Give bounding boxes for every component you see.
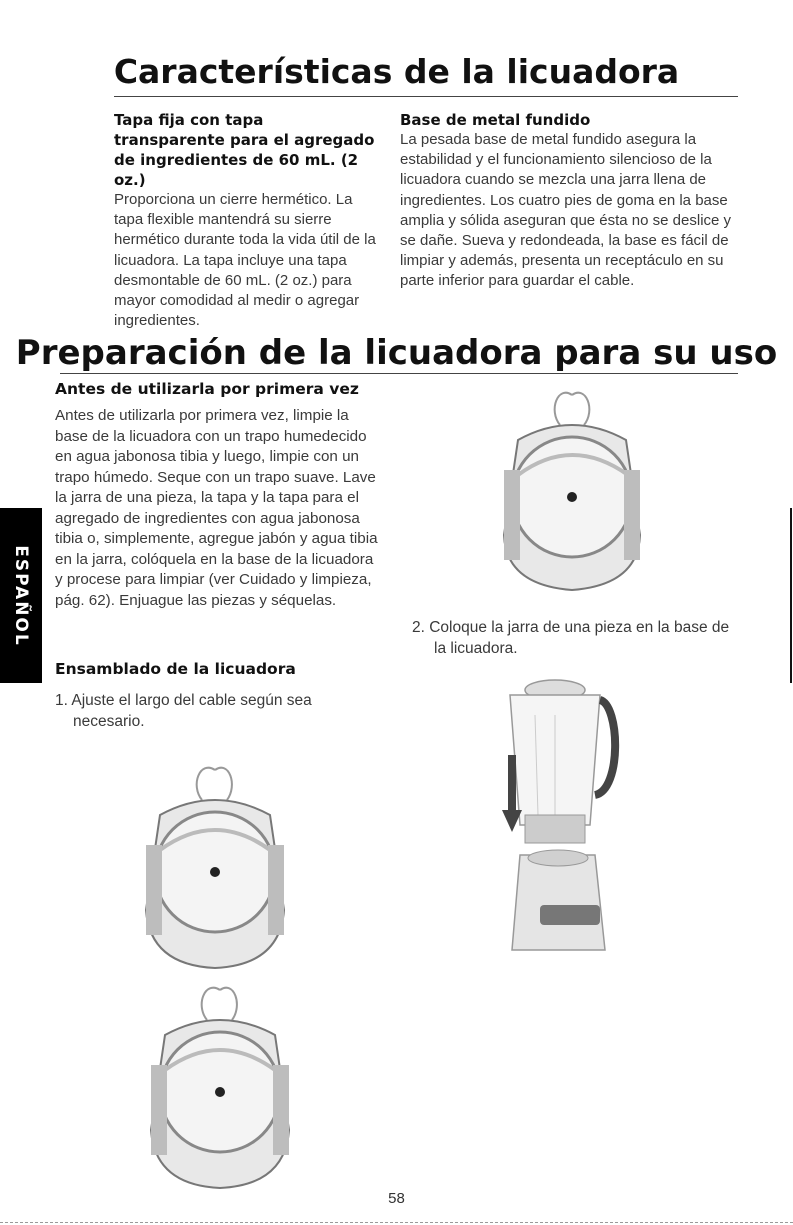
edge-line bbox=[790, 508, 792, 683]
step-1-text: 1. Ajuste el largo del cable según sea necesario. bbox=[55, 692, 312, 730]
blender-base-illustration-middle bbox=[130, 760, 300, 975]
feature-lid bbox=[114, 110, 379, 331]
feature-base-text: La pesada base de metal fundido asegura la estabilidad y el funcionamiento silencioso de la licuadora cuando se mezcla una jarra llena de ingredientes. Los cuatro pies de goma en la base amplia y sólida aseguran que ésta no se deslice y se dañe. Sueva y redondeada, la base es fácil de limpiar y además, presenta un receptáculo en su parte inferior para guardar el cable. bbox=[400, 131, 732, 290]
title-rule bbox=[60, 373, 738, 374]
section-title-features: Características de la licuadora bbox=[113, 52, 680, 91]
blender-base-illustration-top bbox=[488, 385, 656, 600]
feature-base bbox=[400, 110, 740, 292]
assembly-heading: Ensamblado de la licuadora bbox=[55, 660, 296, 678]
page-number: 58 bbox=[388, 1190, 405, 1207]
feature-lid-heading: Tapa fija con tapa transparente para el agregado de ingredientes de 60 mL. (2 oz.) bbox=[114, 111, 375, 189]
title-rule bbox=[114, 96, 738, 97]
language-tab-label: ESPAÑOL bbox=[11, 544, 31, 647]
footer-line bbox=[0, 1222, 793, 1223]
first-use-text: Antes de utilizarla por primera vez, limpie la base de la licuadora con un trapo humedecido en agua jabonosa tibia y luego, limpie con un trapo húmedo. Seque con un trapo suave. Lave la jarra de una pieza, la tapa y la tapa para el agregado de ingredientes con agua jabonosa tibia o, simplemente, agregue jabón y agua tibia en la jarra, colóquela en la base de la licuadora y procese para limpiar (ver Cuidado y limpieza, pág. 62). Enjuague las piezas y séquelas. bbox=[55, 407, 378, 609]
language-tab bbox=[0, 508, 42, 683]
first-use-heading: Antes de utilizarla por primera vez bbox=[55, 380, 359, 398]
section-title-preparation: Preparación de la licuadora para su uso bbox=[15, 333, 778, 373]
blender-base-illustration-bottom bbox=[135, 980, 305, 1190]
feature-lid-text: Proporciona un cierre hermético. La tapa flexible mantendrá su sierre hermético durante toda la vida útil de la licuadora. La tapa incluye una tapa desmontable de 60 mL. (2 oz.) para mayor comodidad al medir o agregar ingredientes. bbox=[114, 191, 376, 330]
step-2-text: 2. Coloque la jarra de una pieza en la base de la licuadora. bbox=[412, 619, 730, 657]
feature-base-heading: Base de metal fundido bbox=[400, 111, 591, 129]
first-use-section bbox=[55, 380, 380, 611]
blender-jar-assembly-illustration bbox=[500, 670, 625, 960]
